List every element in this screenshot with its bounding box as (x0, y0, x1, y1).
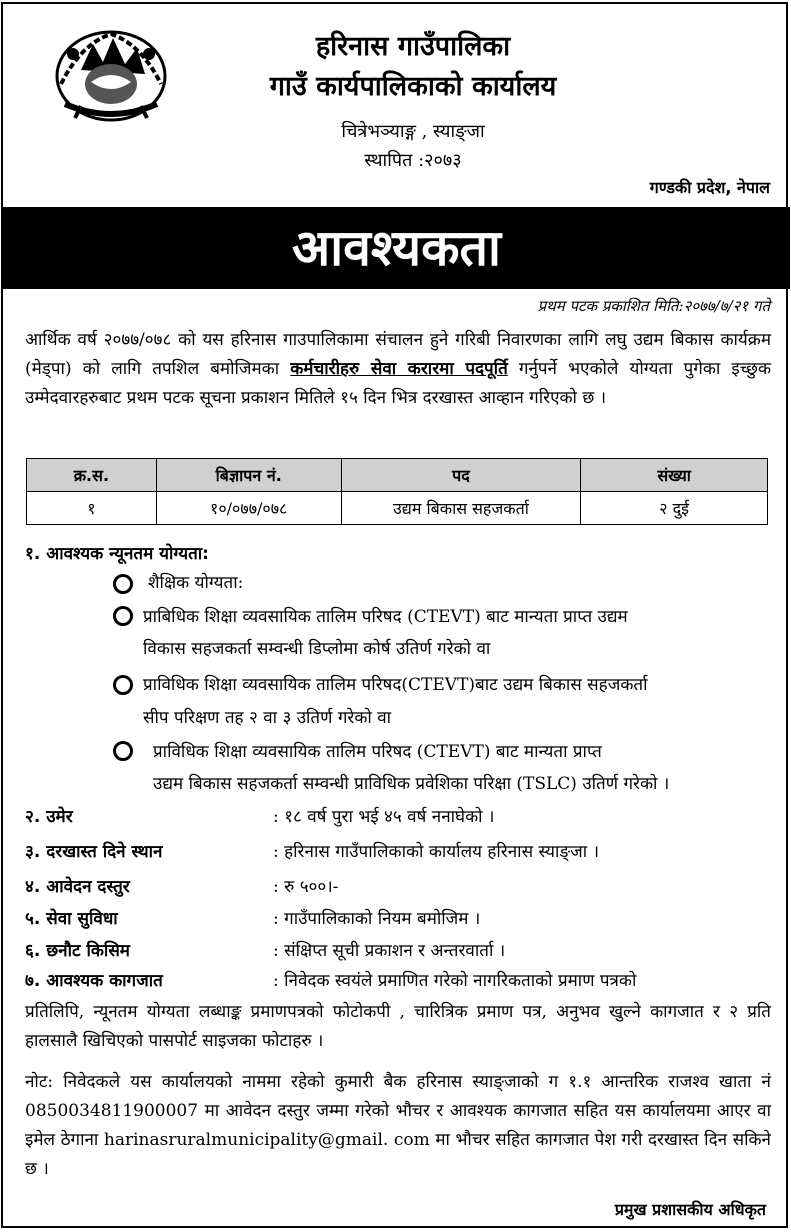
table-cell-ad-number: १०/०७७/०७८ (156, 492, 341, 525)
age-value: : १८ वर्ष पुरा भई ४५ वर्ष ननाघेको । (273, 807, 495, 827)
note-paragraph: नोट: निवेदकले यस कार्यालयको नाममा रहेको कुमारी बैक हरिनास स्याङ्जाको ग १.१ आन्तरिक राजश्व खाता नं 0850034811900007 मा आवेदन दस्तुर जम्मा गरेको भौचर र आवश्यक कागजात सहित यस कार्यालयमा आएर वा इमेल ठेगाना harinasruralmunicipality@gmail. com मा भौचर सहित कागजात पेश गरी दरखास्त दिन सकिने छ । (25, 1072, 771, 1179)
nepal-emblem-icon (51, 24, 171, 124)
office-address: चित्रेभञ्याङ्ग , स्याङ्जा (341, 121, 485, 142)
qualification-item: प्राबिधिक शिक्षा व्यवसायिक तालिम परिषद (CTEVT) बाट मान्यता प्राप्त उद्यम (143, 607, 628, 627)
office-name: गाउँ कार्यपालिकाको कार्यालय (269, 71, 557, 102)
established-year: स्थापित :२०७३ (364, 150, 462, 171)
documents-paragraph: प्रतिलिपि, न्यूनतम योग्यता लब्धाङ्क प्रमाणपत्रको फोटोकपी , चारित्रिक प्रमाण पत्र, अनुभव खुल्ने कागजात र २ प्रति हालसालै खिचिएको पासपोर्ट साइजका फोटाहरु । (25, 1002, 771, 1051)
bullet-circle-icon (113, 606, 133, 626)
notice-frame (1, 2, 788, 1228)
qualification-item-continued: सीप परिक्षण तह २ वा ३ उतिर्ण गरेको वा (143, 708, 392, 728)
table-header: संख्या (581, 459, 768, 492)
fee-value: : रु ५००।- (273, 877, 339, 897)
table-header-row (27, 459, 768, 492)
signatory-title: प्रमुख प्रशासकीय अधिकृत (614, 1200, 766, 1219)
intro-paragraph (25, 326, 771, 413)
table-header: क्र.स. (27, 459, 157, 492)
qualification-heading: १. आवश्यक न्यूनतम योग्यता: (25, 544, 209, 564)
qualification-item: प्राविधिक शिक्षा व्यवसायिक तालिम परिषद (CTEVT) बाट मान्यता प्राप्त (153, 742, 602, 762)
table-cell-serial: १ (27, 492, 157, 525)
application-place-value: : हरिनास गाउँपालिकाको कार्यालय हरिनास स्याङ्जा । (273, 842, 600, 862)
header (3, 4, 790, 204)
table-cell-post: उद्यम बिकास सहजकर्ता (341, 492, 581, 525)
province-label: गण्डकी प्रदेश, नेपाल (649, 178, 770, 197)
age-label: २. उमेर (25, 807, 73, 827)
bullet-circle-icon (113, 741, 133, 761)
municipality-name: हरिनास गाउँपालिका (315, 31, 511, 62)
table-header: बिज्ञापन नं. (156, 459, 341, 492)
qualification-item-continued: उद्यम बिकास सहजकर्ता सम्वन्धी प्राविधिक प्रवेशिका परिक्षा (TSLC) उतिर्ण गरेको । (153, 774, 670, 794)
table-header: पद (341, 459, 581, 492)
benefits-label: ५. सेवा सुविधा (25, 909, 118, 929)
intro-highlight: कर्मचारीहरु सेवा करारमा पदपूर्ति (290, 359, 508, 379)
bullet-circle-icon (113, 574, 133, 594)
qualification-item: शैक्षिक योग्यता: (148, 573, 244, 593)
bullet-circle-icon (113, 675, 133, 695)
notice-banner: आवश्यकता (3, 207, 790, 289)
table-row (27, 492, 768, 525)
qualification-item: प्राविधिक शिक्षा व्यवसायिक तालिम परिषद(CTEVT)बाट उद्यम बिकास सहजकर्ता (143, 675, 648, 695)
table-cell-count: २ दुई (581, 492, 768, 525)
application-place-label: ३. दरखास्त दिने स्थान (25, 842, 163, 862)
documents-label: ७. आवश्यक कागजात (25, 971, 163, 991)
benefits-value: : गाउँपालिकाको नियम बमोजिम । (273, 909, 481, 929)
selection-label: ६. छनौट किसिम (25, 941, 130, 961)
fee-label: ४. आवेदन दस्तुर (25, 877, 130, 897)
vacancy-table (26, 458, 768, 525)
intro-text-start: आर्थिक वर्ष २०७७/०७८ को यस हरिनास गाउपालिकामा संचालन हुने गरिबी निवारणका लागि लघु उद्यम बिकास कार्यक्रम (मेड्पा) को लागि तपशिल बमोजिमका (25, 330, 771, 379)
qualification-item-continued: विकास सहजकर्ता सम्वन्धी डिप्लोमा कोर्ष उतिर्ण गरेको वा (143, 639, 491, 659)
selection-value: : संक्षिप्त सूची प्रकाशन र अन्तरवार्ता । (273, 941, 506, 961)
documents-value: : निवेदक स्वयंले प्रमाणित गरेको नागरिकताको प्रमाण पत्रको (273, 971, 637, 991)
publication-date: प्रथम पटक प्रकाशित मिति:२०७७/७/२१ गते (537, 297, 770, 315)
intro-text-end: गर्नुपर्ने भएकोले योग्यता पुगेका इच्छुक उम्मेदवारहरुबाट प्रथम पटक सूचना प्रकाशन मितिले १५ दिन भित्र दरखास्त आव्हान गरिएको छ । (25, 359, 771, 408)
